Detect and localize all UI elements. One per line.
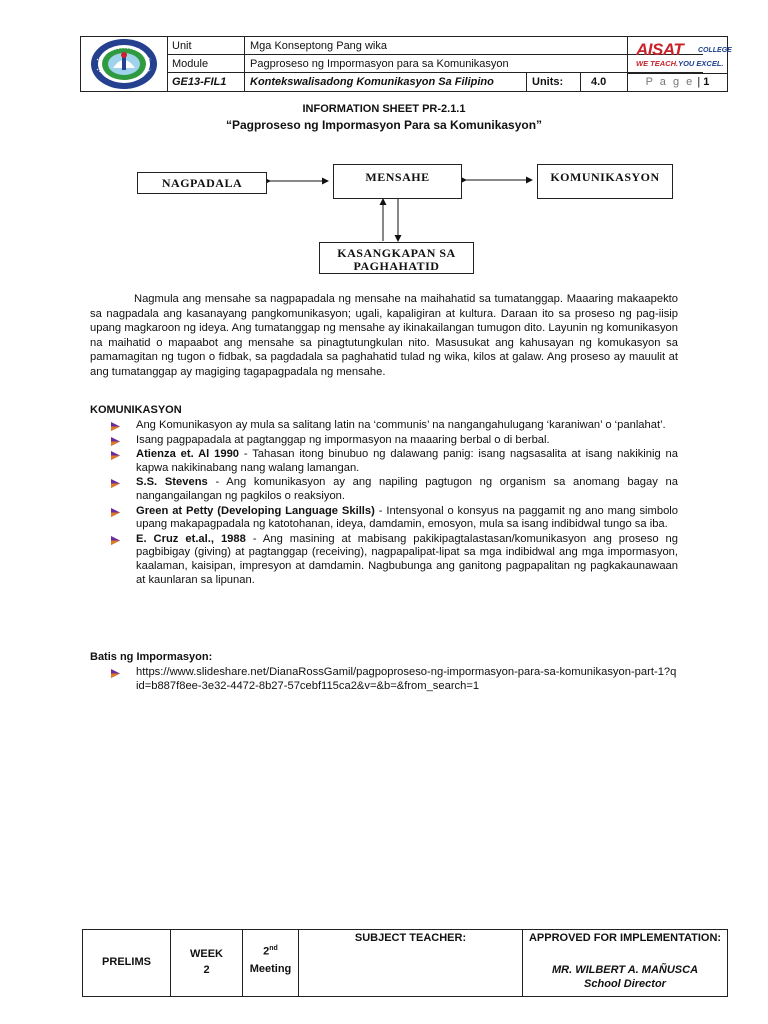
- sheet-title: INFORMATION SHEET PR-2.1.1: [302, 103, 466, 115]
- header-row-course: [167, 73, 703, 91]
- definition-text: Isang pagpapadala at pagtanggap ng impormasyon na maaaring berbal o di berbal.: [136, 433, 550, 446]
- footer-term-cell: [83, 930, 171, 996]
- document-header: [80, 36, 732, 92]
- meeting-number: 2: [263, 945, 270, 958]
- definition-item: [110, 434, 678, 448]
- teacher-label: SUBJECT TEACHER:: [354, 932, 467, 944]
- definition-text: - Tahasan itong binubuo ng dalawang panig: isang nagsasalita at isang nakikinig na kapwa nakikinabang nang walang lamangan.: [136, 448, 678, 474]
- reference-link[interactable]: https://www.slideshare.net/DianaRossGamil/pagpoproseso-ng-impormasyon-para-sa-komunikasyon-part-1?qid=b887f8ee-3e32-4472-8b27-57cebf115ca2&v=&b=&from_search=1: [136, 666, 677, 692]
- brand-tag-b: YOU EXCEL.: [678, 59, 724, 68]
- definition-item: [110, 476, 678, 503]
- channel-label-line1: KASANGKAPAN SA: [337, 246, 456, 260]
- brand-tag-a: WE TEACH.: [636, 59, 679, 68]
- college-brand-logo: [627, 37, 732, 73]
- approved-label: APPROVED FOR IMPLEMENTATION:: [528, 932, 722, 944]
- course-title: Kontekswalisadong Komunikasyon Sa Filipino: [245, 73, 527, 91]
- definition-text: - Intensyonal o konsyus na paggamit ng ano mang simbolo upang makapagpadala ng katotohanan, ideya, damdamin, emosyon, mula sa isang indibidwal tungo sa iba.: [136, 504, 678, 531]
- communication-label: KOMUNIKASYON: [550, 170, 660, 184]
- header-row-module: [167, 55, 703, 73]
- definition-text: - Ang masining at mabisang pakikipagtalastasan/komunikasyon ang proseso ng pagbibigay (giving) at pagtanggap (receiving), nagpapalipat-lipat sa mga indibidwal ang mga impormasyon, kaalaman, kaisipan, impresyon at damdamin. Nagbubunga ang ganitong pagpapalitan ng pagkakaunawaan at kaunlaran sa lipunan.: [136, 532, 678, 586]
- message-label: MENSAHE: [365, 170, 430, 184]
- diagram-box-channel: [319, 242, 474, 274]
- arrow-bullet-icon: [110, 535, 121, 551]
- page-number-cell: [627, 73, 727, 91]
- course-code: GE13-FIL1: [167, 73, 245, 91]
- arrow-bullet-icon: [110, 668, 121, 684]
- term-label: PRELIMS: [102, 956, 151, 968]
- channel-label-line2: PAGHAHATID: [353, 259, 440, 273]
- units-value: 4.0: [591, 76, 607, 88]
- sheet-subtitle: “Pagproseso ng Impormasyon Para sa Komunikasyon”: [225, 118, 543, 132]
- page-label: P a g e: [645, 76, 695, 88]
- brand-name: AISAT: [636, 40, 684, 59]
- school-seal-logo: [89, 38, 159, 90]
- document-footer: [82, 929, 728, 997]
- week-label: WEEK: [190, 948, 223, 960]
- units-label: Units:: [527, 73, 581, 91]
- footer-approval-cell: [523, 930, 727, 996]
- references-heading: Batis ng Impormasyon:: [90, 651, 213, 663]
- header-row-unit: [167, 37, 703, 55]
- section-heading: KOMUNIKASYON: [90, 404, 182, 416]
- intro-paragraph-text: Nagmula ang mensahe sa nagpapadala ng mensahe na maihahatid sa tumatanggap. Maaaring makaapekto sa nagpadala ang kasanayang pangkomunikasyon; ugali, kapaligiran at kultura. Daraan ito sa proseso ng pag-iisip upang magkaroon ng ideya. Ang tumatanggap ng mensahe ay ikinakailangan tumugon dito. Layunin ng komunikasyon na maihatid o mapaabot ang mensahe sa pinagtutungkulan nito. Masusukat ang kahusayan ng komukasyon sa pamamagitan ng tugon o fidbak, sa pagdadala sa paghahatid tulad ng wika, kilos at galaw. Ang proseso ay mauulit at ang tumatanggap ay magiging tagapagpadala ng mensahe.: [90, 293, 678, 378]
- module-label: Module: [167, 55, 245, 73]
- meeting-label: Meeting: [249, 963, 292, 975]
- brand-sub: COLLEGE: [698, 47, 732, 54]
- arrow-bullet-icon: [110, 507, 121, 523]
- intro-paragraph: [90, 292, 678, 380]
- week-number: 2: [203, 964, 210, 976]
- definition-item: [110, 505, 678, 532]
- definition-text: Ang Komunikasyon ay mula sa salitang latin na ‘communis’ na nangangahulugang ‘karaniwan’ o ‘panlahat’.: [136, 419, 666, 431]
- unit-value: Mga Konseptong Pang wika: [250, 40, 387, 52]
- definition-item: [110, 448, 678, 475]
- diagram-box-communication: [537, 164, 673, 199]
- definition-author: Green at Petty (Developing Language Skills): [136, 504, 375, 517]
- definition-item: [110, 419, 678, 433]
- definition-list: [110, 419, 678, 588]
- meeting-suffix: nd: [269, 945, 278, 952]
- definition-author: Atienza et. Al 1990: [136, 448, 240, 461]
- definition-item: [110, 533, 678, 587]
- sender-label: NAGPADALA: [161, 176, 243, 190]
- unit-label: Unit: [167, 37, 245, 55]
- diagram-box-message: [333, 164, 462, 199]
- director-title: School Director: [584, 978, 666, 990]
- page-number: 1: [703, 76, 710, 88]
- definition-author: E. Cruz et.al., 1988: [136, 532, 246, 545]
- module-value: Pagproseso ng Impormasyon para sa Komunikasyon: [250, 58, 509, 70]
- footer-week-cell: [171, 930, 243, 996]
- definition-text: - Ang komunikasyon ay ang napiling pagtugon ng organism sa anomang bagay na nangangailangan ng pagkilos o reaksiyon.: [136, 476, 678, 502]
- brand-tagline: [636, 59, 724, 68]
- director-name: MR. WILBERT A. MAÑUSCA: [551, 964, 699, 976]
- school-seal-cell: [81, 37, 168, 91]
- diagram-box-sender: [137, 172, 267, 194]
- definition-author: S.S. Stevens: [136, 476, 208, 489]
- arrow-bullet-icon: [110, 450, 121, 466]
- footer-meeting-cell: [243, 930, 299, 996]
- reference-item: [110, 666, 678, 693]
- arrow-bullet-icon: [110, 478, 121, 494]
- page-separator: |: [697, 76, 701, 88]
- reference-list: [110, 666, 678, 694]
- footer-teacher-cell: [299, 930, 523, 996]
